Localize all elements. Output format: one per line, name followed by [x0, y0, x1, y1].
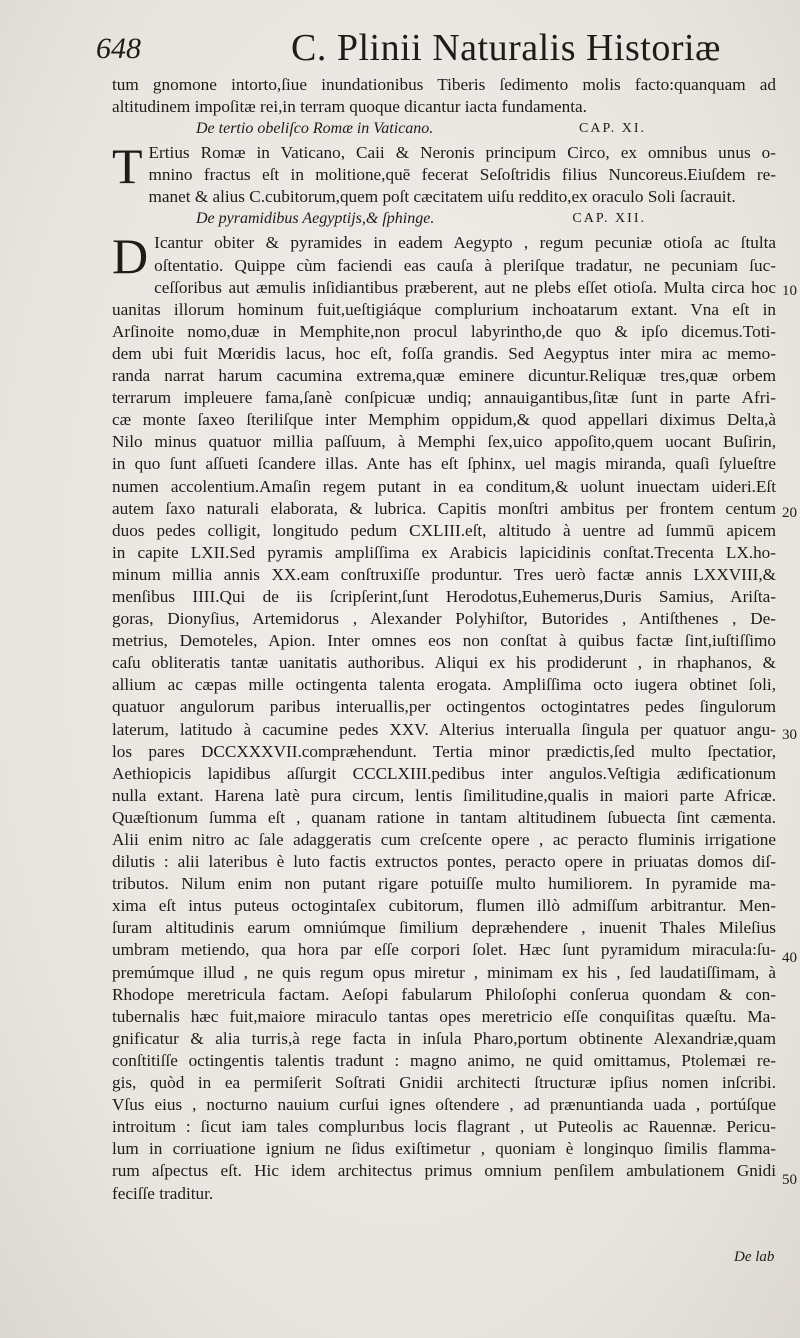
- text-line: xima eſt intus puteus octogintaſex cubitorum, flumen illò admiſſum arbitrantur. Men-: [112, 896, 776, 916]
- text-line: menſibus IIII.Qui de iis ſcripſerint,ſunt Herodotus,Euhemerus,Duris Samius, Ariſta-: [112, 586, 776, 606]
- text-line: Vſus eius , nocturno nauium curſui ignes oſtendere , ad prænuntianda uada , portúſque: [112, 1095, 776, 1115]
- text-line: Icantur obiter & pyramides in eadem Aegypto , regum pecuniæ otioſa ac ſtulta: [154, 233, 776, 253]
- text-line: tributos. Nilum enim non putant rigare potuiſſe multo humiliorem. In pyramide ma-: [112, 874, 776, 894]
- chapter-xi-paragraph: [112, 138, 776, 208]
- margin-line-number: 30: [782, 727, 797, 743]
- page-header: [96, 24, 736, 70]
- text-line: nulla extant. Harena latè pura circum, lentis ſimilitudine,qualis in maiori parte Africæ.: [112, 785, 776, 805]
- text-line: uanitas illorum hominum fuit,ueſtigiáque complurium inchoatarum extant. Vna eſt in: [112, 299, 776, 319]
- text-line: laterum, latitudo à cacumine pedes XXV. Alterius interualla ſingula per quatuor angu-: [112, 719, 776, 739]
- text-line: caſu obliteratis tantæ uanitatis authoribus. Aliqui ex his prodiderunt , in rhaphanos, &: [112, 653, 776, 673]
- text-line: Ertius Romæ in Vaticano, Caii & Neronis principum Circo, ex omnibus unus o-: [148, 143, 776, 163]
- text-line: quatuor angulorum paribus interuallis,per octingentos octogintatres pedes ſingulorum: [112, 697, 776, 717]
- drop-initial: D: [112, 228, 149, 285]
- text-line: numen accolentium.Amaſin regem putant in ea conditum,& uolunt inuectam uideri.Eſt: [112, 476, 776, 496]
- text-line: Quæſtionum ſumma eſt , quanam ratione in tantam altitudinem ſubuecta ſint cæmenta.: [112, 807, 776, 827]
- text-line: conſtitiſſe octingentis talentis tradunt : magno animo, ne quid omittamus, Ptolemæi re-: [112, 1050, 776, 1070]
- text-line: dem ubi fuit Mœridis lacus, hoc eſt, foſſa grandis. Sed Aegyptus inter mira ac memo-: [112, 343, 776, 363]
- text-line: allium ac cæpas mille octingenta talenta erogata. Ampliſſima octo iugera obtinet ſoli,: [112, 675, 776, 695]
- text-line: Nilo minus quatuor millia paſſuum, à Memphi ſex,uico appoſito,quem uocant Buſirin,: [112, 432, 776, 452]
- text-line: metrius, Demoteles, Apion. Inter omnes eos non conſtat à quibus factæ ſint,iuſtiſſimo: [112, 631, 776, 651]
- text-line: tum gnomone intorto,ſiue inundationibus Tiberis ſedimento molis facto:quanquam ad: [112, 75, 776, 94]
- chapter-heading-xi: [112, 118, 776, 142]
- text-line: ceſſoribus aut æmulis inſidiantibus præberent, aut ne plebs eſſet otioſa. Multa circa hoc: [154, 277, 776, 297]
- text-line: introitum : ſicut iam tales complurıbus locis flagrant , ut Puteolis ac Rauennæ. Pericu-: [112, 1117, 776, 1137]
- text-line: cæ monte ſaxeo ſteriliſque inter Memphim oppidum,& quod appellari diximus Delta,à: [112, 410, 776, 430]
- margin-line-number: 10: [782, 283, 797, 299]
- text-line: premúmque illud , ne quis regum opus miretur , minimam ex his , ſed laudatiſſimam, à: [112, 962, 776, 982]
- text-line: ſuram altitudinis earum omniúmque ſimilium depræhendere , inuenit Thales Mileſius: [112, 918, 776, 938]
- text-line: in quo ſunt aſſueti ſcandere illas. Ante has eſt ſphinx, uel magis miranda, quaſi ſylueſtre: [112, 454, 776, 474]
- text-line: lum in corriuatione ignium ne ſidus exiſtimetur , quoniam è longinquo ſimilis flamma-: [112, 1139, 776, 1159]
- text-line: rum aſpectus eſt. Hic idem architectus primus omnium penſilem ambulationem Gnidi: [112, 1161, 776, 1181]
- text-line: duos pedes colligit, longitudo pedum CXLIII.eſt, altitudo à uentre ad ſummū apicem: [112, 520, 776, 540]
- text-line: gnificatur & alia turris,à rege facta in inſula Pharo,portum obtinente Alexandriæ,quam: [112, 1028, 776, 1048]
- text-line: Arſinoite nomo,duæ in Memphite,non procul labyrintho,de quo & ipſo dicemus.Toti-: [112, 321, 776, 341]
- text-line: terrarum impleuere fama,ſanè conſpicuæ undiq; annauigantibus,ſitæ ſunt in parte Afri-: [112, 388, 776, 408]
- text-line: gis, quòd in ea permiſerit Soſtrati Gnidii architecti ſtructuræ ipſius nomen inſcribi.: [112, 1073, 776, 1093]
- text-line: oſtentatio. Quippe cùm faciendi eas cauſa à pleriſque tradatur, ne pecuniam ſuc-: [154, 255, 776, 275]
- chapter-title: De tertio obeliſco Romæ in Vaticano.: [196, 120, 434, 138]
- text-line: dilutis : alii lateribus è luto factis extructos pontes, peracto opere in priuatas domos diſ-: [112, 852, 776, 872]
- text-line: tubernalis hæc fuit,maiore miraculo tantas opes meretricio eſſe conquiſitas quæſtu. Ma-: [112, 1006, 776, 1026]
- text-line: goras, Dionyſius, Artemidorus , Alexander Polyhiſtor, Butorides , Antiſthenes , De-: [112, 609, 776, 629]
- margin-line-number: 50: [782, 1172, 797, 1188]
- drop-initial: T: [112, 138, 143, 195]
- text-line: Aethiopicis lapidibus aſſurgit CCCLXIII.pedibus inter angulos.Veſtigia ædificationum: [112, 763, 776, 783]
- text-line: autem ſaxo naturali elaborata, & lubrica. Capitis monſtri ambitus per frontem centum: [112, 498, 776, 518]
- text-line: minum millia annis XX.eam conſtruxiſſe produntur. Tres uerò factæ annis LXXVIII,&: [112, 564, 776, 584]
- text-line: in capite LXII.Sed pyramis ampliſſima ex Arabicis lapicidinis conſtat.Trecenta LX.ho-: [112, 542, 776, 562]
- text-line: Alii enim nitro ac ſale adaggeratis cum creſcente opere , ac peracto fluminis irrigatione: [112, 830, 776, 849]
- running-title: C. Plinii Naturalis Historiæ: [291, 27, 721, 69]
- text-line: altitudinem impoſitæ rei,in terram quoque dicantur iacta fundamenta.: [112, 97, 587, 117]
- text-line: feciſſe traditur.: [112, 1183, 214, 1203]
- catchword: De lab: [734, 1249, 775, 1265]
- text-line: Rhodope meretricula factam. Aeſopi fabularum Philoſophi conſerua quondam & con-: [112, 984, 776, 1004]
- text-line: manet & alius C.cubitorum,quem poſt cæcitatem uiſu reddito,ex oraculo Soli ſacrauit.: [148, 187, 736, 207]
- chapter-title: De pyramidibus Aegyptijs,& ſphinge.: [196, 210, 435, 228]
- text-line: umbram metiendo, qua hora par eſſe corpori ſolet. Hæc ſunt pyramidum miracula:ſu-: [112, 940, 776, 960]
- chapter-number: CAP. XII.: [572, 211, 646, 227]
- text-line: los pares DCCXXXVII.compræhendunt. Tertia minor prædictis,ſed multo ſpectatior,: [112, 741, 776, 761]
- text-line: mnino fractus eſt in molitione,quē fecerat Seſoſtridis filius Nuncoreus.Eiuſdem re-: [148, 165, 776, 185]
- margin-line-number: 40: [782, 950, 797, 966]
- chapter-number: CAP. XI.: [579, 121, 646, 137]
- intro-paragraph: [112, 74, 776, 118]
- page-number: 648: [96, 32, 141, 65]
- chapter-xii-paragraph: [112, 228, 776, 1204]
- margin-line-number: 20: [782, 505, 797, 521]
- chapter-heading-xii: [112, 208, 776, 232]
- text-line: randa narrat harum cacumina extrema,quæ eminere dicuntur.Reliquæ tres,quæ orbem: [112, 366, 776, 386]
- body-text: [112, 74, 776, 1205]
